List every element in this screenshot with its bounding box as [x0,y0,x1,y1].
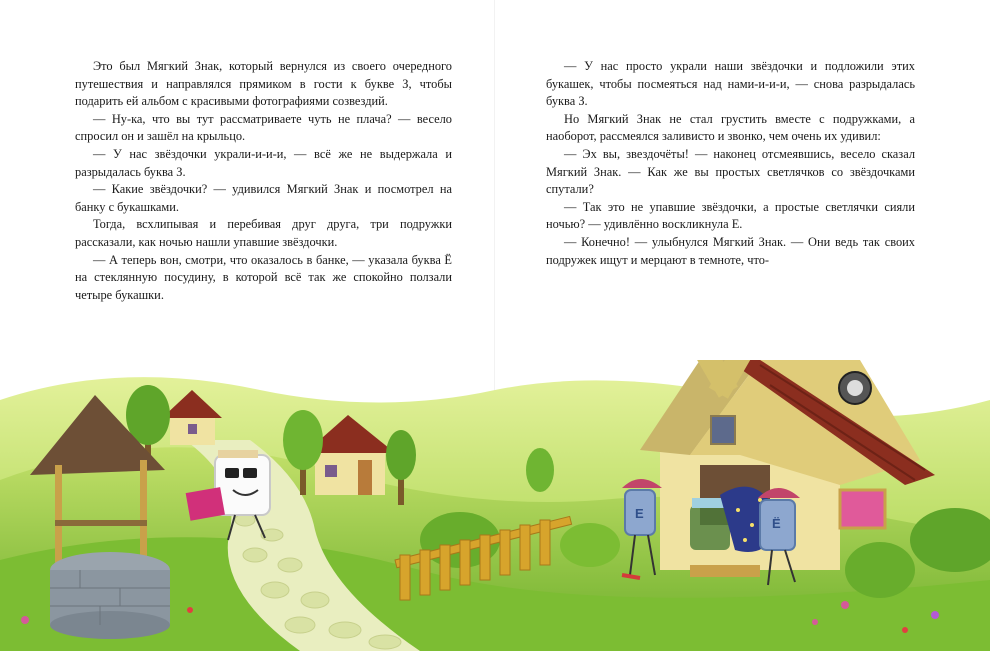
paragraph: — А теперь вон, смотри, что оказалось в банке, — указала буква Ё на стеклянную посудину, в которой всё так же спокойно ползали четыре букашки. [75,252,452,302]
paragraph: — У нас просто украли наши звёздочки и подложили этих букашек, чтобы посмеяться над нами-и-и-и, — снова разрыдалась буква З. [546,59,915,109]
letter-yo-label: Ё [772,516,781,531]
left-page-text [75,58,452,304]
paragraph: — У нас звёздочки украли-и-и-и, — всё же не выдержала и разрыдалась буква З. [75,146,452,179]
letter-e-label: Е [635,506,644,521]
right-page-text [546,58,915,269]
village-illustration [0,360,990,651]
paragraph: Тогда, всхлипывая и перебивая друг друга, три подружки рассказали, как ночью нашли упавшие звёздочки. [75,217,452,249]
bush-3 [845,542,915,598]
paragraph: — Ну-ка, что вы тут рассматриваете чуть не плача? — весело спросил он и зашёл на крыльцо. [75,111,452,144]
bush-2 [560,523,620,567]
tree-4 [526,448,554,492]
paragraph: Это был Мягкий Знак, который вернулся из своего очередного путешествия и направлялся прямиком в гости к букве З, чтобы подарить ей альбом с красивыми фотографиями созвездий. [75,59,452,109]
paragraph: — Так это не упавшие звёздочки, а простые светлячки сияли ночью? — удивлённо воскликнула Е. [546,199,915,232]
paragraph: Но Мягкий Знак не стал грустить вместе с подружками, а наоборот, рассмеялся заливисто и звонко, чем очень их удивил: [546,111,915,144]
paragraph: — Какие звёздочки? — удивился Мягкий Знак и посмотрел на банку с букашками. [75,182,452,214]
paragraph: — Эх вы, звездочёты! — наконец отсмеявшись, весело сказал Мягкий Знак. — Как же вы простых светлячков со звёздочками спутали? [546,146,915,197]
paragraph: — Конечно! — улыбнулся Мягкий Знак. — Они ведь так своих подружек ищут и мерцают в темноте, что- [546,234,915,267]
